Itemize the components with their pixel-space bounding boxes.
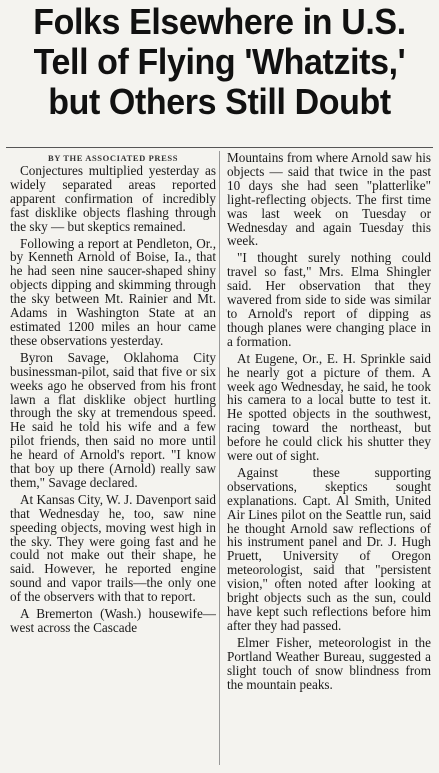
headline bbox=[19, 0, 420, 122]
paragraph: At Kansas City, W. J. Davenport said that Wednesday he, too, saw nine speeding objects, moving west high in the sky. They were going fast and he could not make out their shape, he said. However, he reported engine sound and vapor trails—the only one of the observers with that to report. bbox=[10, 491, 216, 605]
paragraph: Against these supporting observations, skeptics sought explanations. Capt. Al Smith, United Air Lines pilot on the Seattle run, said he thought Arnold saw reflections of his instrument panel and Dr. J. Hugh Pruett, University of Oregon meteorologist, said that "persistent vision," often noted after looking at bright objects such as the sun, could have kept such reflections before him after they had passed. bbox=[227, 464, 431, 633]
paragraph: Elmer Fisher, meteorologist in the Portland Weather Bureau, suggested a slight touch of snow blindness from the mountain peaks. bbox=[227, 634, 431, 692]
paragraph: Following a report at Pendleton, Or., by Kenneth Arnold of Boise, Ia., that he had seen nine saucer-shaped shiny objects dipping and skimming through the sky between Mt. Rainier and Mt. Adams in Washington State at an estimated 1200 miles an hour came these observations yesterday. bbox=[10, 235, 216, 348]
right-column bbox=[227, 151, 431, 773]
paragraph: At Eugene, Or., E. H. Sprinkle said he nearly got a picture of them. A week ago Wednesday, he said, he took his camera to a local butte to test it. He spotted objects in the southwest, racing toward the northeast, but before he could click his shutter they were out of sight. bbox=[227, 350, 431, 464]
headline-line-2: Tell of Flying 'Whatzits,' bbox=[33, 41, 406, 82]
headline-line-3: but Others Still Doubt bbox=[48, 81, 391, 122]
headline-rule bbox=[6, 147, 433, 148]
left-column bbox=[10, 151, 216, 773]
paragraph: Mountains from where Arnold saw his objects — said that twice in the past 10 days she had seen "platterlike" light-reflecting objects. The first time was last week on Tuesday or Wednesday and again Tuesday this week. bbox=[227, 151, 431, 249]
article-body bbox=[10, 151, 433, 773]
paragraph: "I thought surely nothing could travel so fast," Mrs. Elma Shingler said. Her observation that they wavered from side to side was similar to Arnold's report of dipping as though planes were changing place in a formation. bbox=[227, 250, 431, 349]
paragraph: Byron Savage, Oklahoma City businessman-pilot, said that five or six weeks ago he observed from his front lawn a flat disklike object hurtling through the sky at tremendous speed. He said he told his wife and a few pilot friends, then said no more until he heard of Arnold's report. "I know that boy up there (Arnold) really saw them," Savage declared. bbox=[10, 349, 216, 490]
paragraph: A Bremerton (Wash.) housewife—west across the Cascade bbox=[10, 606, 216, 635]
paragraph: Conjectures multiplied yesterday as widely separated areas reported apparent confirmation of incredibly fast disklike objects flashing through the sky — but skeptics remained. bbox=[10, 163, 216, 234]
headline-line-1: Folks Elsewhere in U.S. bbox=[33, 1, 406, 42]
byline: BY THE ASSOCIATED PRESS bbox=[47, 153, 179, 163]
